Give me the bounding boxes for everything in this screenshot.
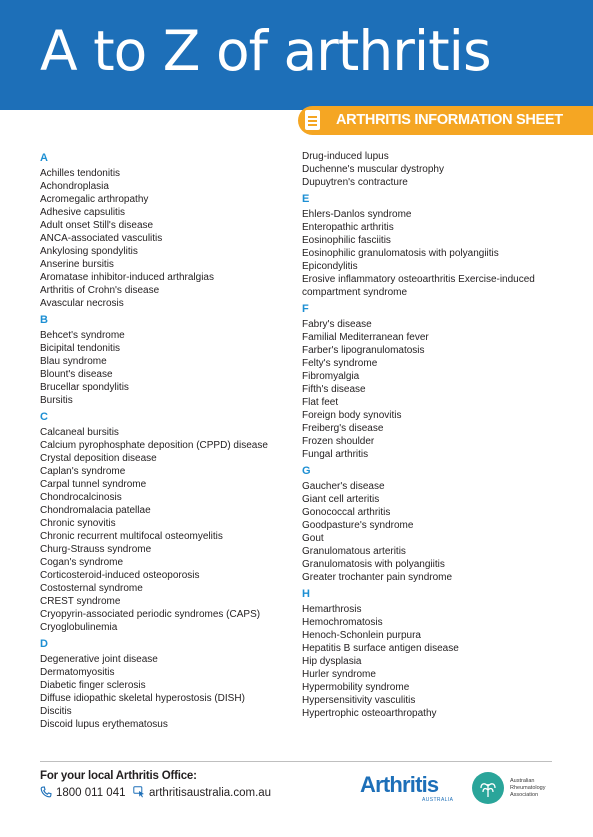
list-item: Chondromalacia patellae bbox=[40, 505, 151, 516]
list-item: Adult onset Still's disease bbox=[40, 220, 154, 231]
section-f bbox=[302, 303, 567, 461]
list-item: Fibromyalgia bbox=[302, 371, 360, 382]
list-item: Churg-Strauss syndrome bbox=[40, 544, 152, 555]
list-item: Corticosteroid-induced osteoporosis bbox=[40, 570, 200, 581]
list-item: Felty's syndrome bbox=[302, 358, 378, 369]
logo-subtitle: AUSTRALIA bbox=[422, 797, 454, 803]
arthritis-australia-logo bbox=[360, 772, 460, 806]
website-link: arthritisaustralia.com.au bbox=[149, 787, 272, 799]
list-item: Acromegalic arthropathy bbox=[40, 194, 149, 205]
list-item: Hypertrophic osteoarthropathy bbox=[302, 708, 437, 719]
list-item: Henoch-Schonlein purpura bbox=[302, 630, 421, 641]
section-a bbox=[40, 152, 305, 310]
document-icon bbox=[305, 110, 320, 130]
list-item: Calcaneal bursitis bbox=[40, 427, 119, 438]
left-column bbox=[40, 150, 305, 735]
list-item: ANCA-associated vasculitis bbox=[40, 233, 163, 244]
section-letter: D bbox=[40, 638, 48, 650]
list-item: Frozen shoulder bbox=[302, 436, 375, 447]
list-item: Degenerative joint disease bbox=[40, 654, 158, 665]
list-item: Enteropathic arthritis bbox=[302, 222, 394, 233]
list-item: Chronic recurrent multifocal osteomyelitis bbox=[40, 531, 223, 542]
list-item: Goodpasture's syndrome bbox=[302, 520, 414, 531]
list-item: Drug-induced lupus bbox=[302, 151, 389, 162]
list-item: Eosinophilic granulomatosis with polyangiitis bbox=[302, 248, 499, 259]
list-item: Achilles tendonitis bbox=[40, 168, 121, 179]
list-item: Gonococcal arthritis bbox=[302, 507, 391, 518]
section-letter: E bbox=[302, 193, 310, 205]
list-item: Achondroplasia bbox=[40, 181, 109, 192]
section-b bbox=[40, 314, 305, 407]
ara-line: Association bbox=[510, 792, 539, 798]
footer-phone[interactable] bbox=[40, 786, 126, 799]
section-g bbox=[302, 465, 567, 584]
list-item: Erosive inflammatory osteoarthritis Exercise-induced compartment syndrome bbox=[302, 274, 535, 298]
footer-label: For your local Arthritis Office: bbox=[40, 770, 197, 782]
list-item: Epicondylitis bbox=[302, 261, 358, 272]
list-item: Granulomatous arteritis bbox=[302, 546, 406, 557]
list-item: Arthritis of Crohn's disease bbox=[40, 285, 160, 296]
list-item: Dermatomyositis bbox=[40, 667, 115, 678]
list-item: Hip dysplasia bbox=[302, 656, 362, 667]
list-item: Farber's lipogranulomatosis bbox=[302, 345, 425, 356]
list-item: Bicipital tendonitis bbox=[40, 343, 121, 354]
list-item: Freiberg's disease bbox=[302, 423, 384, 434]
list-item: Ankylosing spondylitis bbox=[40, 246, 138, 257]
right-column bbox=[302, 150, 567, 724]
list-item: Brucellar spondylitis bbox=[40, 382, 129, 393]
ara-logo-text bbox=[510, 778, 545, 799]
list-item: Giant cell arteritis bbox=[302, 494, 380, 505]
list-item: Behcet's syndrome bbox=[40, 330, 125, 341]
section-letter: G bbox=[302, 465, 311, 477]
list-item: Cryopyrin-associated periodic syndromes (CAPS) bbox=[40, 609, 261, 620]
list-item: Anserine bursitis bbox=[40, 259, 114, 270]
section-d bbox=[40, 638, 305, 731]
list-item: Foreign body synovitis bbox=[302, 410, 402, 421]
list-item: Ehlers-Danlos syndrome bbox=[302, 209, 412, 220]
list-item: Gout bbox=[302, 533, 324, 544]
section-letter: B bbox=[40, 314, 48, 326]
section-letter: F bbox=[302, 303, 309, 315]
list-item: Gaucher's disease bbox=[302, 481, 385, 492]
list-item: Adhesive capsulitis bbox=[40, 207, 126, 218]
list-item: Dupuytren's contracture bbox=[302, 177, 408, 188]
ara-line: Australian bbox=[510, 778, 535, 784]
list-item: Caplan's syndrome bbox=[40, 466, 126, 477]
list-item: Discoid lupus erythematosus bbox=[40, 719, 168, 730]
list-item: Hypermobility syndrome bbox=[302, 682, 410, 693]
list-item: Hemarthrosis bbox=[302, 604, 362, 615]
info-sheet-label: ARTHRITIS INFORMATION SHEET bbox=[336, 112, 563, 128]
list-item: Familial Mediterranean fever bbox=[302, 332, 429, 343]
list-item: Blount's disease bbox=[40, 369, 113, 380]
phone-number: 1800 011 041 bbox=[56, 787, 126, 799]
info-sheet-tag bbox=[298, 106, 593, 135]
list-item: Blau syndrome bbox=[40, 356, 107, 367]
cursor-icon bbox=[133, 786, 145, 798]
list-item: Cryoglobulinemia bbox=[40, 622, 118, 633]
section-letter: A bbox=[40, 152, 48, 164]
list-item: Calcium pyrophosphate deposition (CPPD) disease bbox=[40, 440, 268, 451]
list-item: Fungal arthritis bbox=[302, 449, 369, 460]
list-item: Carpal tunnel syndrome bbox=[40, 479, 147, 490]
logo-wordmark: Arthritis bbox=[360, 772, 439, 797]
list-item: Hemochromatosis bbox=[302, 617, 383, 628]
list-item: Costosternal syndrome bbox=[40, 583, 143, 594]
ara-logo-icon bbox=[472, 772, 504, 804]
list-item: Duchenne's muscular dystrophy bbox=[302, 164, 444, 175]
phone-icon bbox=[40, 786, 52, 798]
section-letter: C bbox=[40, 411, 48, 423]
list-item: Flat feet bbox=[302, 397, 339, 408]
list-item: Hepatitis B surface antigen disease bbox=[302, 643, 459, 654]
list-item: Diffuse idiopathic skeletal hyperostosis (DISH) bbox=[40, 693, 245, 704]
list-item: CREST syndrome bbox=[40, 596, 121, 607]
list-item: Cogan's syndrome bbox=[40, 557, 124, 568]
list-item: Crystal deposition disease bbox=[40, 453, 157, 464]
section-d-continued bbox=[302, 150, 567, 189]
list-item: Chronic synovitis bbox=[40, 518, 116, 529]
footer-website[interactable] bbox=[133, 786, 271, 799]
list-item: Avascular necrosis bbox=[40, 298, 124, 309]
section-h bbox=[302, 588, 567, 720]
list-item: Discitis bbox=[40, 706, 72, 717]
list-item: Hypersensitivity vasculitis bbox=[302, 695, 416, 706]
page-title: A to Z of arthritis bbox=[40, 19, 491, 83]
list-item: Aromatase inhibitor-induced arthralgias bbox=[40, 272, 214, 283]
list-item: Bursitis bbox=[40, 395, 73, 406]
list-item: Fabry's disease bbox=[302, 319, 372, 330]
ara-line: Rheumatology bbox=[510, 785, 546, 791]
list-item: Eosinophilic fasciitis bbox=[302, 235, 391, 246]
list-item: Fifth's disease bbox=[302, 384, 366, 395]
list-item: Hurler syndrome bbox=[302, 669, 376, 680]
header-banner bbox=[0, 0, 593, 110]
list-item: Diabetic finger sclerosis bbox=[40, 680, 146, 691]
footer-divider bbox=[40, 761, 552, 762]
section-letter: H bbox=[302, 588, 310, 600]
list-item: Granulomatosis with polyangiitis bbox=[302, 559, 445, 570]
section-e bbox=[302, 193, 567, 299]
list-item: Greater trochanter pain syndrome bbox=[302, 572, 453, 583]
section-c bbox=[40, 411, 305, 634]
list-item: Chondrocalcinosis bbox=[40, 492, 122, 503]
